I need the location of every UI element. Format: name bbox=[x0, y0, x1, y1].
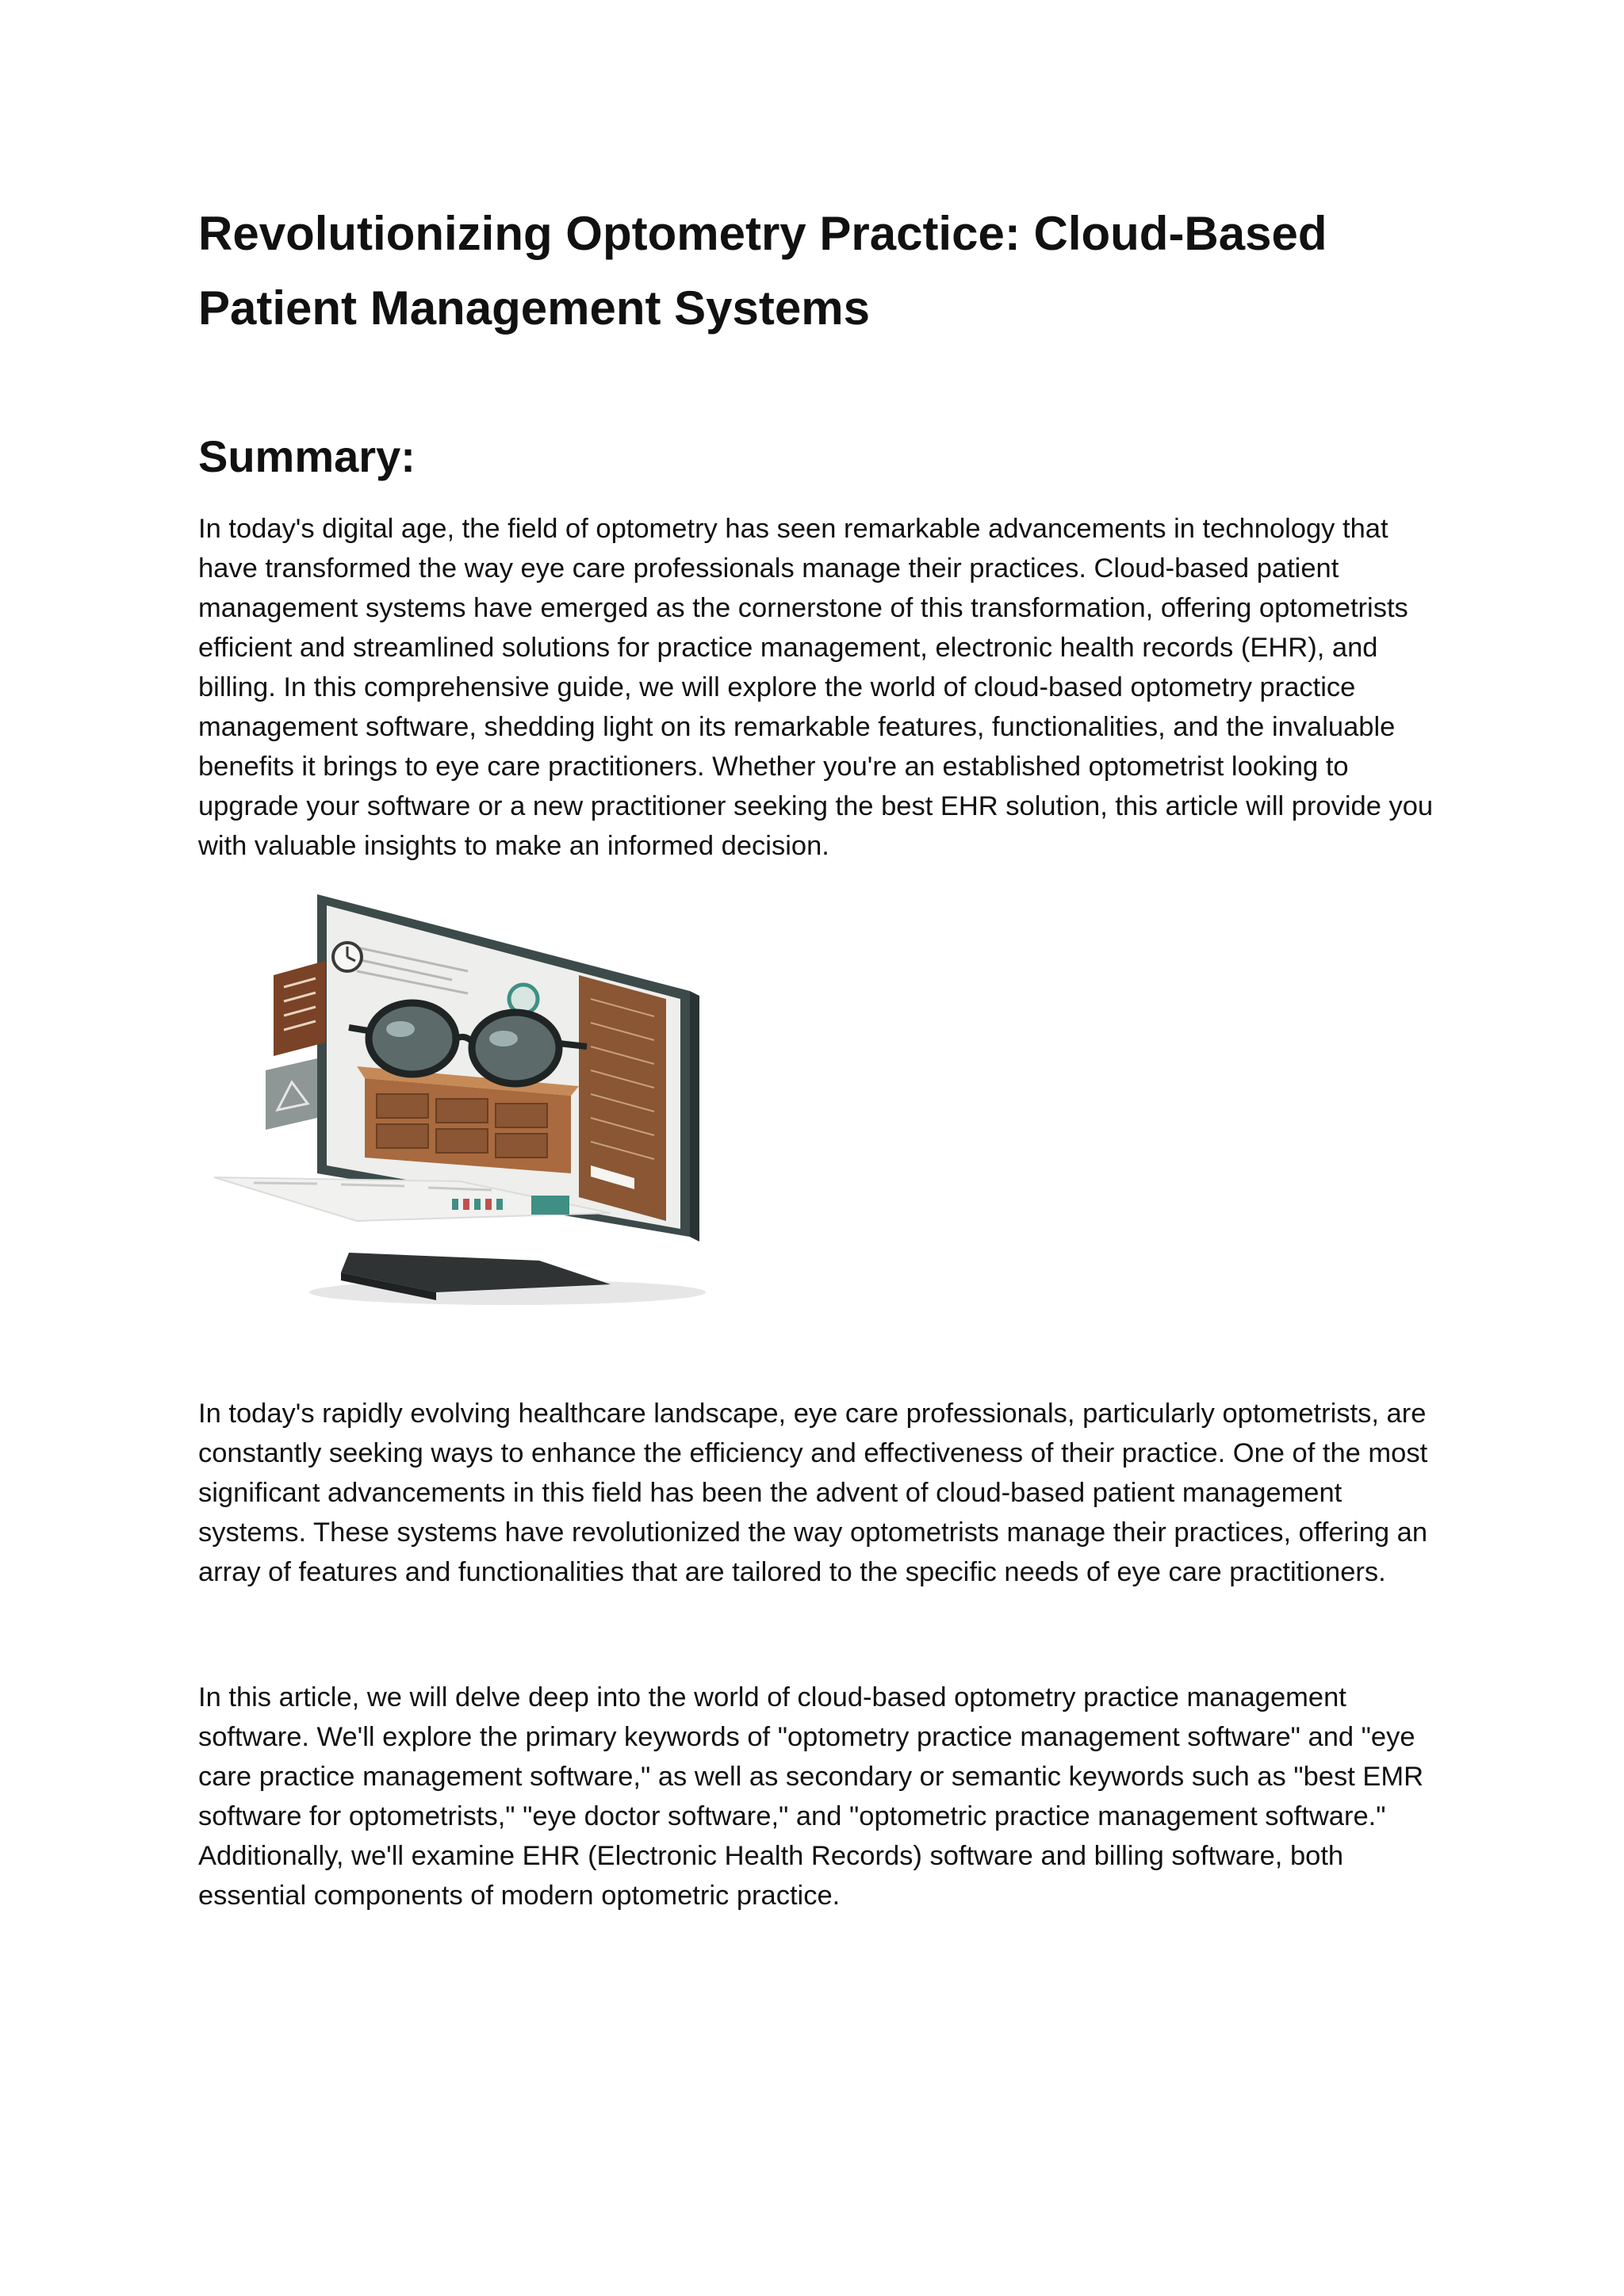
summary-heading: Summary: bbox=[198, 431, 416, 481]
article-scope-paragraph: In this article, we will delve deep into the world of cloud-based optometry practice management software. We'll explore the primary keywords of "optometry practice management software" and "eye care practice management software," as well as secondary or semantic keywords such as "best EMR software for optometrists," "eye doctor software," and "optometric practice management software." Additionally, we'll examine EHR (Electronic Health Records) software and billing software, both essential components of modern optometric practice. bbox=[198, 1682, 1424, 1911]
summary-paragraph: In today's digital age, the field of optometry has seen remarkable advancements in technology that have transformed the way eye care professionals manage their practices. Cloud-based patient management systems have emerged as the cornerstone of this transformation, offering optometrists efficient and streamlined solutions for practice management, electronic health records (EHR), and billing. In this comprehensive guide, we will explore the world of cloud-based optometry practice management software, shedding light on its remarkable features, functionalities, and the invaluable benefits it brings to eye care practitioners. Whether you're an established optometrist looking to upgrade your software or a new practitioner seeking the best EHR solution, this article will provide you with valuable insights to make an informed decision. bbox=[198, 514, 1434, 861]
intro-paragraph: In today's rapidly evolving healthcare landscape, eye care professionals, particularly optometrists, are constantly seeking ways to enhance the efficiency and effectiveness of their practice. One of the most significant advancements in this field has been the advent of cloud-based patient management systems. These systems have revolutionized the way optometrists manage their practices, offering an array of features and functionalities that are tailored to the specific needs of eye care practitioners. bbox=[198, 1399, 1428, 1587]
optometry-monitor-illustration bbox=[198, 888, 722, 1308]
article-title: Revolutionizing Optometry Practice: Cloud-Based Patient Management Systems bbox=[198, 207, 1327, 335]
